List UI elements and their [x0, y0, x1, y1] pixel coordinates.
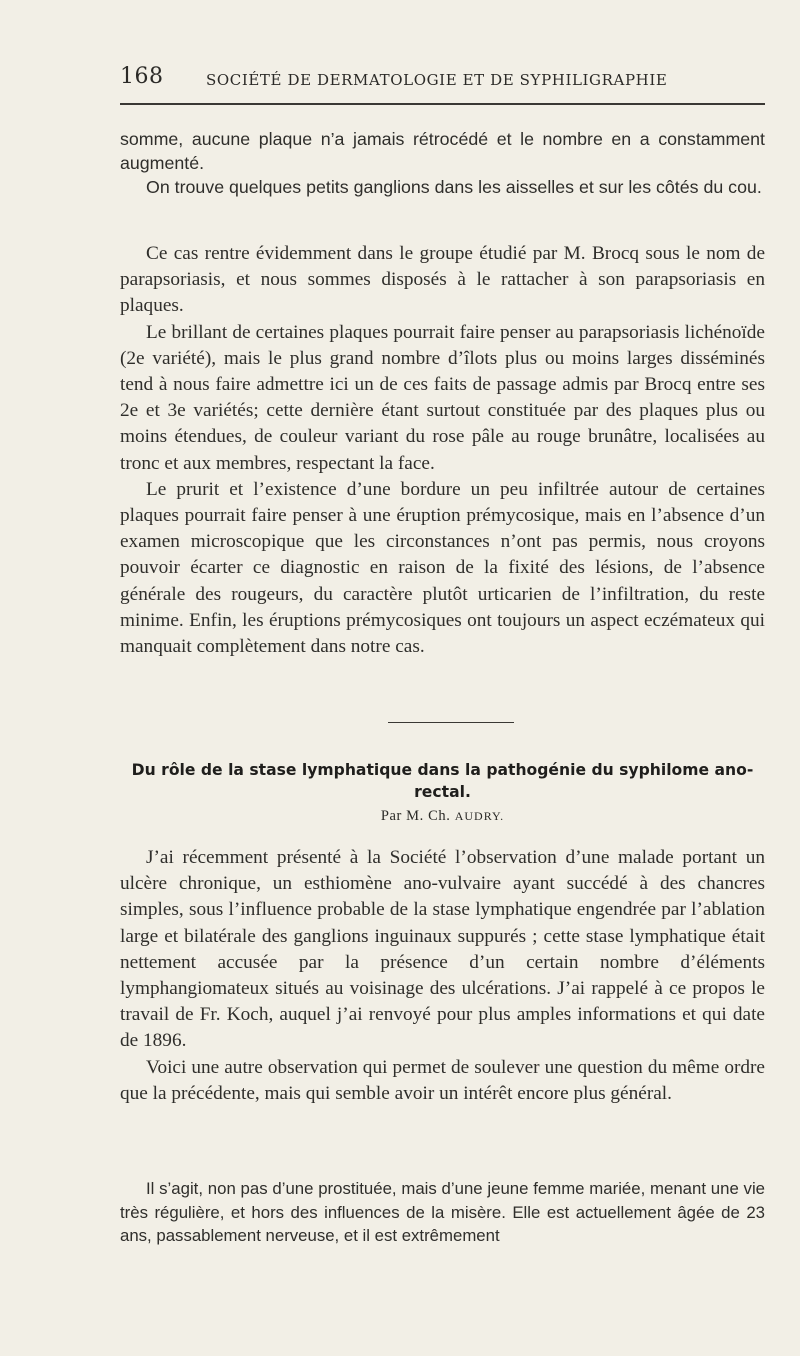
paragraph: Il s’agit, non pas d’une prostituée, mais d’une jeune femme mariée, menant une vie très régulière, et hors des influences de la misère. Elle est actuellement âgée de 23 ans, passablement nerveuse, et il est extrêmement [120, 1179, 765, 1245]
discussion-text [120, 241, 765, 660]
article-body [120, 845, 765, 1107]
paragraph: J’ai récemment présenté à la Société l’observation d’une malade portant un ulcère chronique, un esthiomène ano-vulvaire ayant succédé à des chancres simples, sous l’influence probable de la stase lymphatique engendrée par l’ablation large et bilatérale des ganglions inguinaux suppurés ; cette stase lymphatique était nettement accusée par la présence d’un certain nombre d’éléments lymphangiomateux situés au voisinage des ulcérations. J’ai rappelé à ce propos le travail de Fr. Koch, auquel j’ai renvoyé pour plus amples informations et qui date de 1896. [120, 847, 765, 1052]
observation-text [120, 1177, 765, 1248]
continuation-text [120, 127, 765, 199]
author-prefix: Par M. Ch. [380, 808, 451, 824]
paragraph: Le brillant de certaines plaques pourrait faire penser au parapsoriasis lichénoïde (2e variété), mais le plus grand nombre d’îlots plus ou moins larges disséminés tend à nous faire admettre ici un de ces faits de passage admis par Brocq entre ses 2e et 3e variétés; cette dernière étant surtout constituée par des plaques plus ou moins étendues, de couleur variant du rose pâle au rouge brunâtre, localisées au tronc et aux membres, respectant la face. [120, 321, 765, 474]
article-author [120, 808, 765, 825]
running-title: SOCIÉTÉ DE DERMATOLOGIE ET DE SYPHILIGRAPHIE [206, 71, 668, 89]
paragraph: On trouve quelques petits ganglions dans les aisselles et sur les côtés du cou. [146, 177, 762, 197]
author-name: AUDRY. [454, 809, 505, 823]
page-number: 168 [120, 64, 164, 89]
paragraph: Le prurit et l’existence d’une bordure un peu infiltrée autour de certaines plaques pourrait faire penser à une éruption prémycosique, mais en l’absence d’un examen microscopique que les circonstances n’ont pas permis, nous croyons pouvoir écarter ce diagnostic en raison de la fixité des lésions, de l’absence générale des rougeurs, du caractère plutôt urticarien de l’infiltration, du reste minime. Enfin, les éruptions prémycosiques ont toujours un aspect eczémateux qui manquait complètement dans notre cas. [120, 478, 765, 658]
paragraph: somme, aucune plaque n’a jamais rétrocédé et le nombre en a constamment augmenté. [120, 129, 765, 173]
section-separator [388, 722, 514, 723]
paragraph: Voici une autre observation qui permet de soulever une question du même ordre que la précédente, mais qui semble avoir un intérêt encore plus général. [120, 1056, 765, 1104]
paragraph: Ce cas rentre évidemment dans le groupe étudié par M. Brocq sous le nom de parapsoriasis, et nous sommes disposés à le rattacher à son parapsoriasis en plaques. [120, 243, 765, 317]
header-rule [120, 103, 765, 105]
page-header [120, 64, 765, 98]
article-title: Du rôle de la stase lymphatique dans la pathogénie du syphilome ano-rectal. [131, 761, 754, 801]
